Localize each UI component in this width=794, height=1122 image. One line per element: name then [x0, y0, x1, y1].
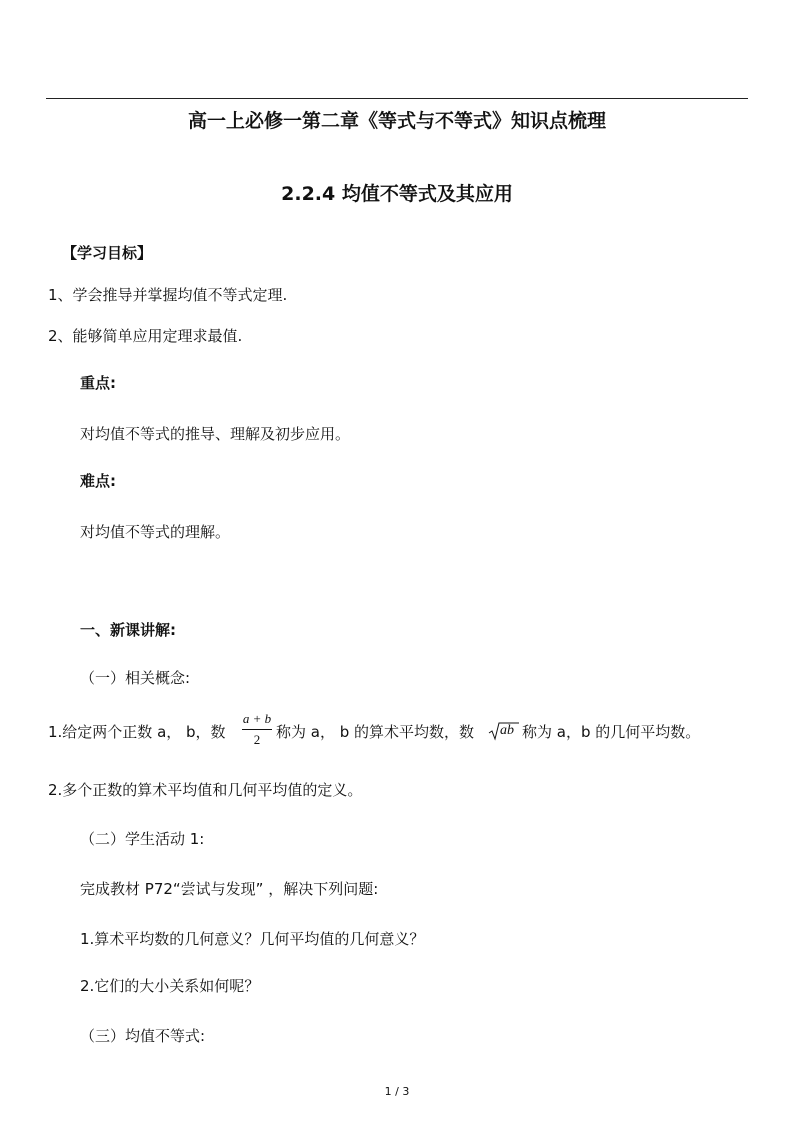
- header-rule: [46, 98, 748, 99]
- objective-item-1: 1、学会推导并掌握均值不等式定理.: [48, 286, 288, 304]
- section-subtitle: 2.2.4 均值不等式及其应用: [281, 183, 513, 205]
- page-indicator: 1 / 3: [384, 1085, 410, 1098]
- fraction-bar: [242, 729, 272, 730]
- objectives-heading: 【学习目标】: [62, 244, 153, 262]
- difficult-point-text: 对均值不等式的理解。: [80, 523, 231, 541]
- document-title: 高一上必修一第二章《等式与不等式》知识点梳理: [187, 110, 606, 132]
- lecture-heading: 一、新课讲解:: [80, 621, 176, 639]
- activity-heading: （二）学生活动 1:: [80, 830, 205, 848]
- definition-line-part-c: 称为 a，b 的几何平均数。: [522, 723, 701, 741]
- activity-question-1: 1.算术平均数的几何意义？几何平均值的几何意义？: [80, 930, 425, 948]
- fraction-denominator: 2: [253, 732, 261, 747]
- objective-item-2: 2、能够简单应用定理求最值.: [48, 327, 243, 345]
- key-point-text: 对均值不等式的推导、理解及初步应用。: [80, 425, 351, 443]
- definition-line-part-b: 称为 a， b 的算术平均数，数: [276, 723, 475, 741]
- definition-line-part-a: 1.给定两个正数 a， b，数: [48, 723, 226, 741]
- key-point-label: 重点:: [80, 374, 116, 392]
- concepts-heading: （一）相关概念:: [80, 669, 191, 687]
- geometric-mean-sqrt: [488, 721, 520, 741]
- fraction-numerator: a + b: [242, 711, 272, 726]
- inequality-heading: （三）均值不等式:: [80, 1027, 206, 1045]
- definition-line-2: 2.多个正数的算术平均值和几何平均值的定义。: [48, 781, 363, 799]
- activity-intro: 完成教材 P72“尝试与发现” ，解决下列问题:: [80, 880, 379, 898]
- activity-question-2: 2.它们的大小关系如何呢？: [80, 977, 260, 995]
- sqrt-radicand: ab: [500, 723, 514, 738]
- arithmetic-mean-fraction: [242, 711, 272, 751]
- difficult-point-label: 难点:: [80, 472, 116, 490]
